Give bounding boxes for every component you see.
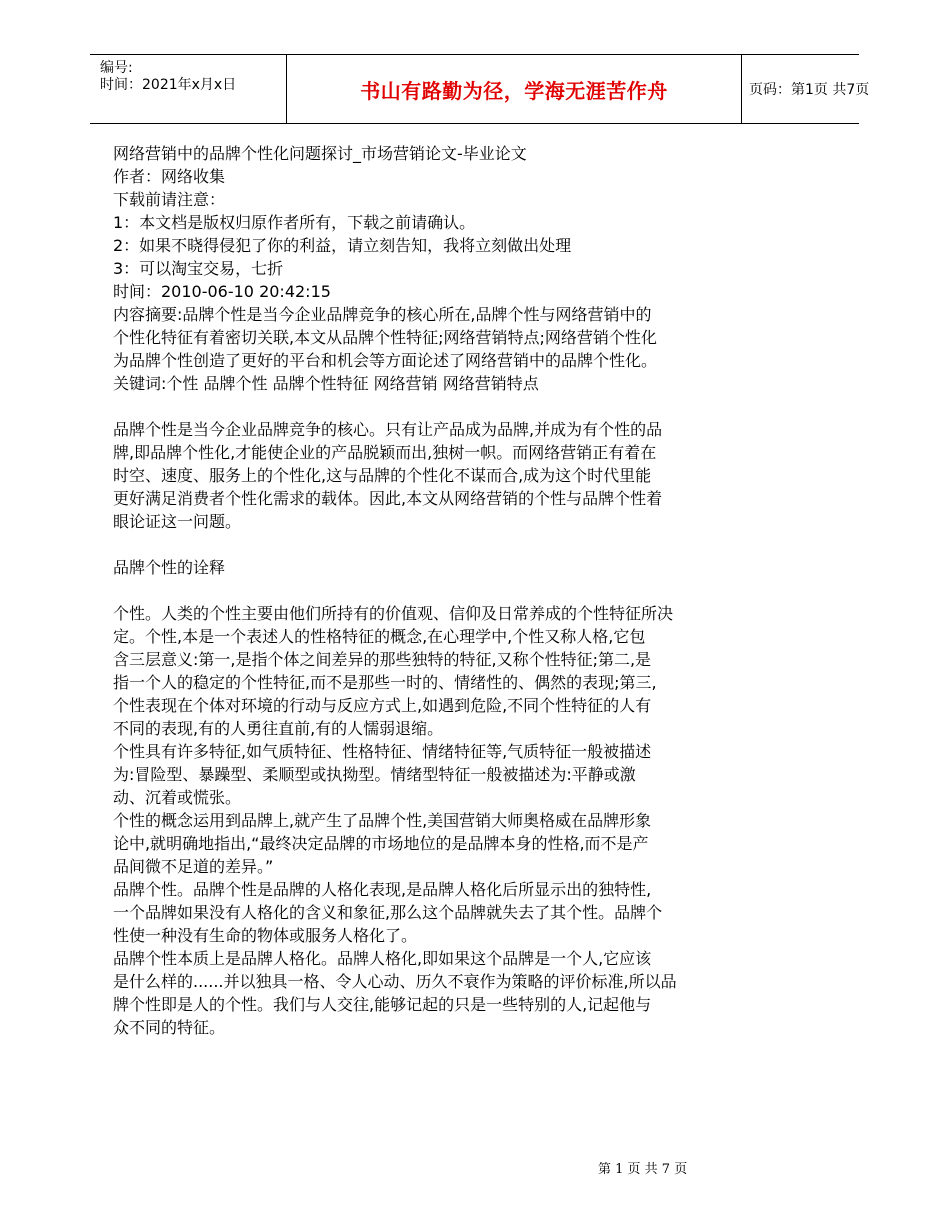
header-page-info: 页码：第1页 共7页 (749, 82, 870, 98)
text-line: 众不同的特征。 (113, 1018, 226, 1037)
text-line: 个性的概念运用到品牌上,就产生了品牌个性,美国营销大师奥格威在品牌形象 (113, 811, 652, 830)
text-line: 下载前请注意： (113, 190, 226, 209)
header-page-cell (741, 55, 870, 123)
text-line: 为:冒险型、暴躁型、柔顺型或执拗型。情绪型特征一般被描述为:平静或激 (113, 765, 636, 784)
text-line: 指一个人的稳定的个性特征,而不是那些一时的、情绪性的、偶然的表现;第三, (113, 673, 657, 692)
text-line: 品牌个性本质上是品牌人格化。品牌人格化,即如果这个品牌是一个人,它应该 (113, 949, 652, 968)
text-line: 一个品牌如果没有人格化的含义和象征,那么这个品牌就失去了其个性。品牌个 (113, 903, 663, 922)
text-line: 个性。人类的个性主要由他们所持有的价值观、信仰及日常养成的个性特征所决 (113, 604, 674, 623)
text-line: 时间：2010-06-10 20:42:15 (113, 282, 331, 301)
text-line: 关键词:个性 品牌个性 品牌个性特征 网络营销 网络营销特点 (113, 374, 539, 393)
text-line: 品间微不足道的差异。” (113, 857, 274, 876)
text-line: 时空、速度、服务上的个性化,这与品牌的个性化不谋而合,成为这个时代里能 (113, 466, 652, 485)
text-line: 动、沉着或慌张。 (113, 788, 242, 807)
text-line: 含三层意义:第一,是指个体之间差异的那些独特的特征,又称个性特征;第二,是 (113, 650, 652, 669)
text-line: 为品牌个性创造了更好的平台和机会等方面论述了网络营销中的品牌个性化。 (113, 351, 658, 370)
text-line: 定。个性,本是一个表述人的性格特征的概念,在心理学中,个性又称人格,它包 (113, 627, 646, 646)
text-line: 品牌个性。品牌个性是品牌的人格化表现,是品牌人格化后所显示出的独特性, (113, 880, 652, 899)
header-table (90, 54, 870, 124)
text-line: 品牌个性的诠释 (113, 558, 226, 577)
text-line: 论中,就明确地指出,“最终决定品牌的市场地位的是品牌本身的性格,而不是产 (113, 834, 649, 853)
header-motto: 书山有路勤为径，学海无涯苦作舟 (360, 78, 668, 103)
blank-line (113, 579, 763, 602)
blank-line (113, 395, 763, 418)
page-footer: 第 1 页 共 7 页 (598, 1162, 688, 1177)
header-motto-cell (286, 55, 742, 123)
document-body (113, 142, 763, 1039)
text-line: 更好满足消费者个性化需求的载体。因此,本文从网络营销的个性与品牌个性着 (113, 489, 663, 508)
text-line: 3：可以淘宝交易，七折 (113, 259, 284, 278)
text-line: 个性表现在个体对环境的行动与反应方式上,如遇到危险,不同个性特征的人有 (113, 696, 652, 715)
text-line: 个性化特征有着密切关联,本文从品牌个性特征;网络营销特点;网络营销个性化 (113, 328, 657, 347)
text-line: 品牌个性是当今企业品牌竞争的核心。只有让产品成为品牌,并成为有个性的品 (113, 420, 663, 439)
text-line: 个性具有许多特征,如气质特征、性格特征、情绪特征等,气质特征一般被描述 (113, 742, 652, 761)
text-line: 性使一种没有生命的物体或服务人格化了。 (113, 926, 418, 945)
text-line: 眼论证这一问题。 (113, 512, 242, 531)
text-line: 牌个性即是人的个性。我们与人交往,能够记起的只是一些特别的人,记起他与 (113, 995, 652, 1014)
text-line: 作者：网络收集 (113, 167, 226, 186)
text-line: 是什么样的......并以独具一格、令人心动、历久不衰作为策略的评价标准,所以品 (113, 972, 677, 991)
blank-line (113, 533, 763, 556)
text-line: 2：如果不晓得侵犯了你的利益，请立刻告知，我将立刻做出处理 (113, 236, 572, 255)
document-number-label: 编号: (100, 60, 133, 76)
text-line: 1：本文档是版权归原作者所有，下载之前请确认。 (113, 213, 476, 232)
text-line: 网络营销中的品牌个性化问题探讨_市场营销论文-毕业论文 (113, 144, 527, 163)
document-time-label: 时间：2021年x月x日 (100, 77, 237, 93)
header-meta-cell (90, 55, 286, 123)
text-line: 不同的表现,有的人勇往直前,有的人懦弱退缩。 (113, 719, 444, 738)
text-line: 牌,即品牌个性化,才能使企业的产品脱颖而出,独树一帜。而网络营销正有着在 (113, 443, 657, 462)
text-line: 内容摘要:品牌个性是当今企业品牌竞争的核心所在,品牌个性与网络营销中的 (113, 305, 652, 324)
